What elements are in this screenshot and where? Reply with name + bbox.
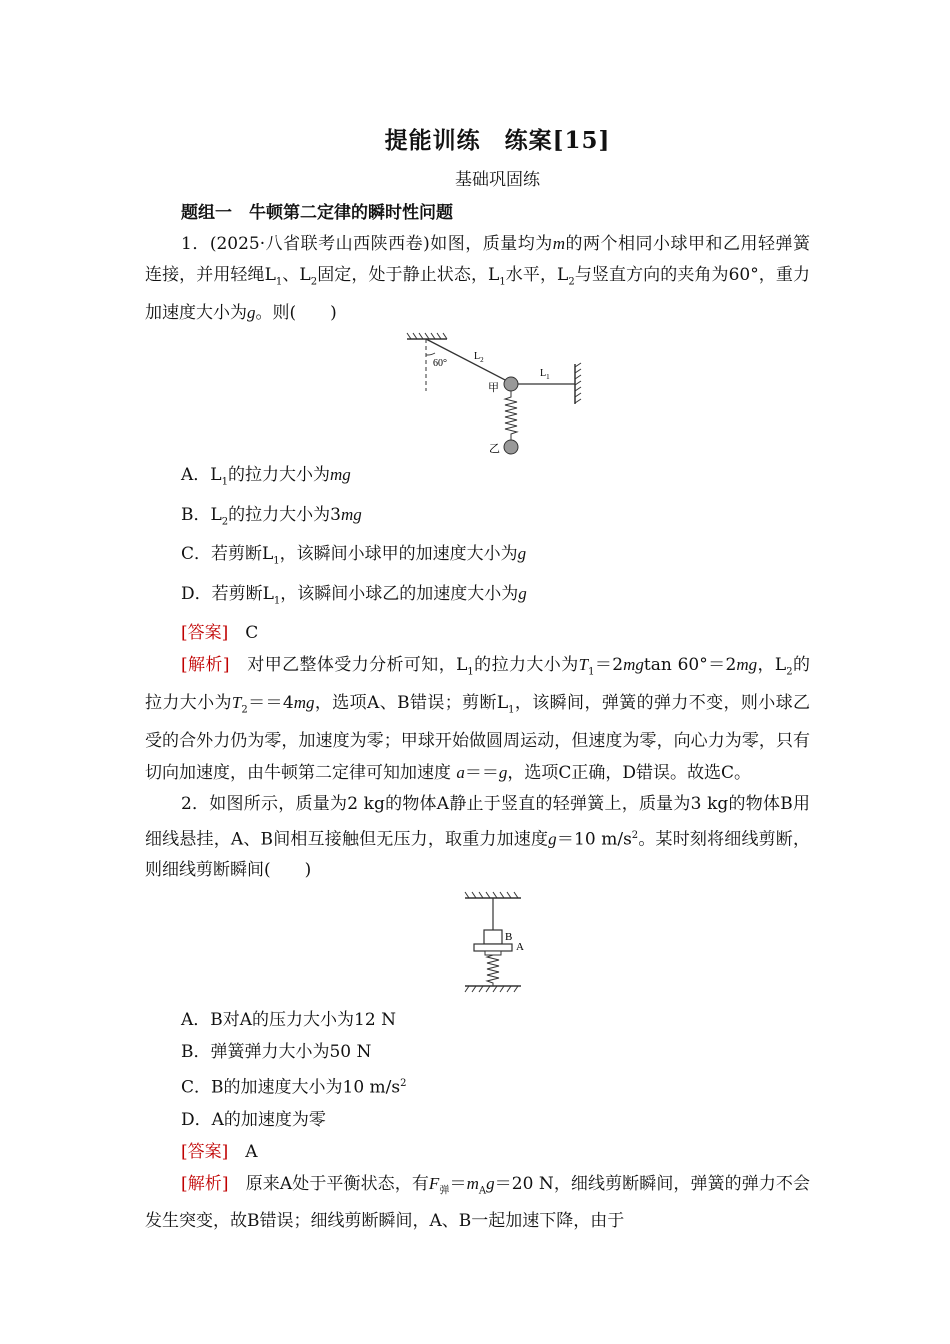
q2-option-a: A．B对A的压力大小为12 N [181, 1010, 396, 1031]
block-a [474, 944, 512, 951]
pendulum-spring-diagram [145, 329, 810, 459]
block-b [484, 930, 502, 944]
q1-figure [145, 329, 810, 459]
q1-option-b: B．$L_2$的拉力大小为3mg [181, 504, 362, 528]
q2-answer: [答案] A [181, 1142, 258, 1163]
q2-analysis: [解析] 原来A处于平衡状态，有$F_弹=m_Ag=20$ N，细线剪断瞬间，弹簧的弹力不会发生突变，故B错误；细线剪断瞬间，A、B一起加速下降，由于 [145, 1174, 811, 1232]
l2-label: $L_2$ [474, 351, 484, 365]
q2-option-b: B．弹簧弹力大小为50 N [181, 1042, 372, 1063]
q1-stem: 1．(2025·八省联考山西陕西卷)如图，质量均为m的两个相同小球甲和乙用轻弹簧连接，并用轻绳$L_1$、$L_2$固定，处于静止状态，$L_1$水平，$L_2$与竖直方向的夹角为60°，重力加速度大小为g。则( ) [145, 234, 811, 324]
a-label: A [516, 941, 524, 954]
section-subtitle: 基础巩固练 [455, 170, 540, 190]
q1-option-a: A．$L_1$的拉力大小为mg [181, 465, 351, 488]
q1-option-d: D．若剪断$L_1$，该瞬间小球乙的加速度大小为g [181, 583, 527, 606]
group-heading: 题组一 牛顿第二定律的瞬时性问题 [181, 203, 453, 223]
spring-2 [487, 955, 499, 986]
spring-block-diagram [145, 886, 810, 1004]
b-label: B [505, 931, 513, 944]
q1-option-c: C．若剪断$L_1$，该瞬间小球甲的加速度大小为g [181, 544, 527, 567]
q1-answer: [答案] C [181, 622, 259, 643]
q2-figure [145, 886, 810, 1004]
q2-stem: 2．如图所示，质量为2 kg的物体A静止于竖直的轻弹簧上，质量为3 kg的物体B用细线悬挂，A、B间相互接触但无压力，取重力加速度g＝10 $m/s^2$。某时刻将细线剪断，则细线剪断瞬间( ) [145, 793, 810, 881]
spring [505, 391, 517, 440]
yi-label: 乙 [489, 442, 500, 456]
ball-yi [504, 440, 518, 454]
q1-analysis: [解析] 对甲乙整体受力分析可知，$L_1$的拉力大小为$T_1=2mgtan$ 60°＝2mg，$L_2$的拉力大小为$T_2==4mg$，选项A、B错误；剪断$L_1$，该瞬间，弹簧的弹力不变，则小球乙受的合外力仍为零，加速度为零；甲球开始做圆周运动，但速度为零，向心力为零，只有切向加速度，由牛顿第二定律可知加速度 a＝＝g，选项C正确，D错误。故选C。 [145, 654, 811, 783]
q2-option-c: C．B的加速度大小为10 $m/s^2$ [181, 1078, 407, 1099]
page-title: 提能训练 练案[15] [384, 127, 611, 154]
q2-option-d: D．A的加速度为零 [181, 1110, 326, 1131]
jia-label: 甲 [488, 381, 499, 395]
angle-label: 60° [433, 358, 447, 370]
ball-jia [504, 377, 518, 391]
l1-label: $L_1$ [540, 368, 550, 382]
page [145, 118, 810, 1237]
